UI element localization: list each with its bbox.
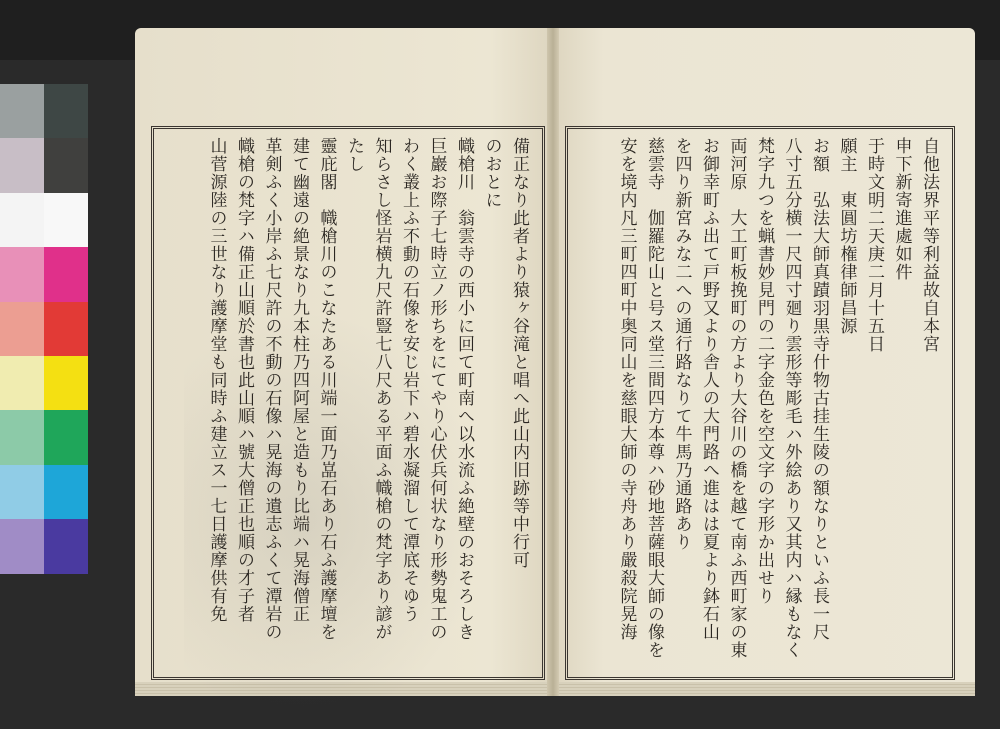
left-text-column: 山菅源陸の三世なり護摩堂も同時ふ建立ス一七日護摩供有免 (206, 137, 227, 623)
left-text-column: のおとに (481, 137, 502, 209)
right-text-frame (565, 126, 955, 680)
left-text-column: 知らさし怪岩横九尺許豎七八尺ある平面ふ幟槍の梵字あり諺が (371, 137, 392, 641)
color-checker-card (0, 84, 88, 574)
left-text-column: 幟槍の梵字ハ備正山順於書也此山順ハ號大僧正也順の才子者 (234, 137, 254, 623)
open-book (135, 28, 975, 696)
color-swatch (44, 410, 88, 464)
color-swatch (44, 193, 88, 247)
right-text-column: お御幸町ふ出て戸野又より舎人の大門路へ進はは夏より鉢石山 (699, 137, 719, 641)
color-swatch (44, 302, 88, 356)
color-swatch (44, 138, 88, 192)
right-text-column: 願主 東圓坊権律師昌源 (836, 137, 857, 335)
right-text-column: 申下新寄進處如件 (891, 137, 912, 281)
right-text-column: 自他法界平等利益故自本宮 (919, 137, 939, 353)
left-text-column: わく叢上ふ不動の石像を安じ岩下ハ碧水凝溜して潭底そゆう (399, 137, 419, 623)
color-swatch (0, 465, 44, 519)
left-text-column: 巨巖お際子七時立ノ形ちをにてやり心伏兵何状なり形勢鬼工の (426, 137, 447, 641)
left-text-column: たし (344, 137, 364, 173)
right-text-column: 両河原 大工町板挽町の方より大谷川の橋を越て南ふ西町家の東 (726, 137, 747, 659)
color-swatch (44, 247, 88, 301)
right-text-column: 安を境内凡三町四町中奥同山を慈眼大師の寺舟あり嚴殺院晃海 (616, 137, 637, 641)
book-spine (547, 28, 559, 696)
right-text-column: を四り新宮みな二への通行路なりて牛馬乃通路あり (671, 137, 692, 551)
color-swatch (44, 84, 88, 138)
color-swatch (0, 84, 44, 138)
color-swatch (0, 302, 44, 356)
right-text-columns (578, 137, 942, 669)
left-text-frame (151, 126, 545, 680)
left-text-column: 靈庇閣 幟槍川のこなたある川端一面乃嵓石あり石ふ護摩壇を (316, 137, 337, 641)
color-swatch (0, 193, 44, 247)
left-text-column: 幟槍川 翁雲寺の西小に回て町南へ以水流ふ絶壁のおそろしき (454, 137, 474, 641)
color-swatch (44, 519, 88, 573)
color-swatch (0, 410, 44, 464)
right-text-column: 于時文明二天庚二月十五日 (864, 137, 884, 353)
color-swatch (44, 465, 88, 519)
right-text-column: 八寸五分横一尺四寸廻り雲形等彫毛ハ外絵あり又其内ハ縁もなく (781, 137, 802, 659)
left-text-column: 備正なり此者より猿ヶ谷滝と唱へ此山内旧跡等中行可 (509, 137, 529, 569)
color-swatch (0, 138, 44, 192)
left-text-column: 建て幽遠の絶景なり九本柱乃四阿屋と造もり比端ハ晃海僧正 (289, 137, 309, 623)
left-text-columns (164, 137, 532, 669)
right-text-column: お額 弘法大師真蹟羽黒寺什物古挂生陵の額なりといふ長一尺 (809, 137, 829, 641)
left-text-column: 革剣ふく小岸ふ七尺許の不動の石像ハ晃海の遺志ふくて潭岩の (261, 137, 282, 641)
page-edge (553, 682, 975, 696)
right-text-column: 梵字九つを蝋書妙見門の二字金色を空文字の字形か出せり (754, 137, 774, 605)
left-page (135, 28, 553, 696)
color-swatch (0, 356, 44, 410)
color-swatch (44, 356, 88, 410)
right-text-column: 慈雲寺 伽羅陀山と号ス堂三間四方本尊ハ砂地菩薩眼大師の像を (644, 137, 664, 659)
color-swatch (0, 519, 44, 573)
color-swatch (0, 247, 44, 301)
